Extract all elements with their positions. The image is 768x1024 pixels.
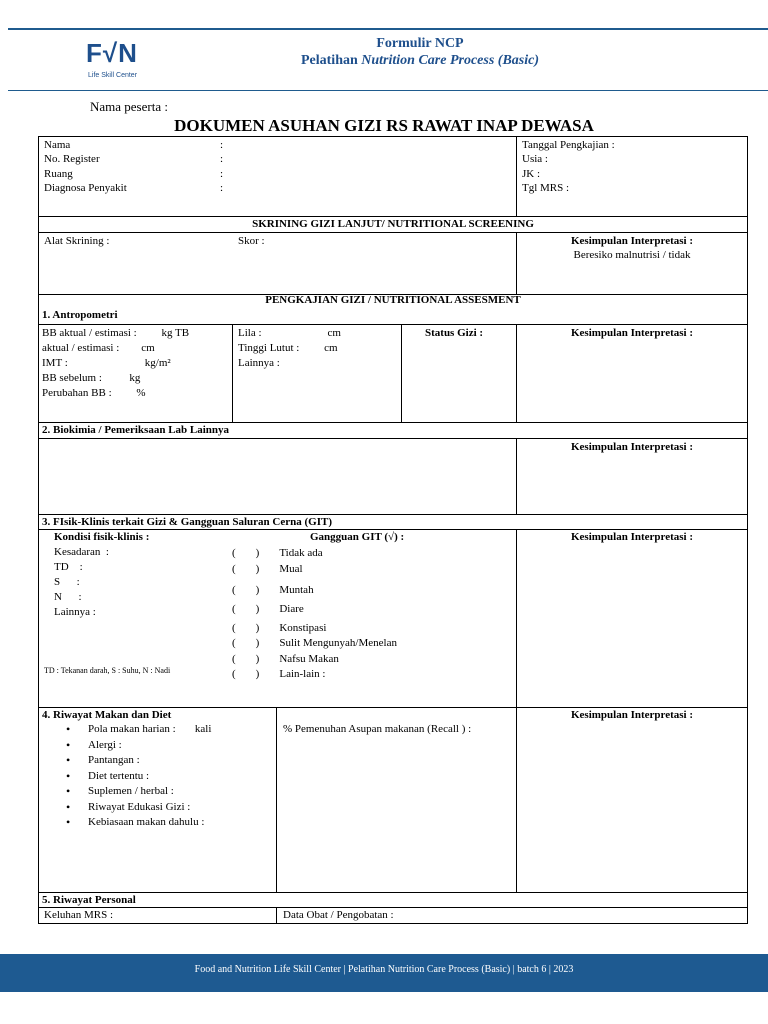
list-item: • Alergi : — [88, 738, 211, 754]
kondisi-item: N : — [54, 591, 82, 603]
git-row-diare: ( ) Diare — [232, 603, 304, 615]
field-tgl-mrs: Tgl MRS : — [522, 182, 570, 194]
data-obat-label: Data Obat / Pengobatan : — [283, 909, 394, 921]
list-item: • Pola makan harian : kali — [88, 722, 211, 738]
colon: : — [220, 182, 224, 194]
field-ruang: Ruang — [44, 168, 73, 180]
antropometri-mid-line: Tinggi Lutut : cm — [238, 342, 338, 354]
status-gizi-label: Status Gizi : — [425, 327, 484, 339]
field-diagnosa: Diagnosa Penyakit — [44, 182, 127, 194]
git-row-sulit-mengunyah: ( ) Sulit Mengunyah/Menelan — [232, 637, 397, 649]
kondisi-item: S : — [54, 576, 80, 588]
participant-name-label: Nama peserta : — [90, 99, 168, 114]
fisik-conclusion-label: Kesimpulan Interpretasi : — [570, 531, 694, 543]
git-row-nafsu-makan: ( ) Nafsu Makan — [232, 653, 339, 665]
field-no-register: No. Register — [44, 153, 100, 165]
antropometri-line: BB sebelum : kg — [42, 372, 141, 384]
kondisi-item: Lainnya : — [54, 606, 96, 618]
screening-heading: SKRINING GIZI LANJUT/ NUTRITIONAL SCREENING — [252, 218, 534, 230]
header-bottom-line — [8, 90, 768, 91]
malnutrition-risk-text: Beresiko malnutrisi / tidak — [573, 249, 691, 261]
antropometri-line: BB aktual / estimasi : kg TB — [42, 327, 190, 339]
gangguan-title: Gangguan GIT (√) : — [310, 531, 405, 543]
list-item: • Suplemen / herbal : — [88, 784, 211, 800]
antropometri-line: Perubahan BB : % — [42, 387, 146, 399]
git-row-konstipasi: ( ) Konstipasi — [232, 622, 327, 634]
fisik-title: 3. FIsik-Klinis terkait Gizi & Gangguan Saluran Cerna (GIT) — [42, 516, 332, 528]
training-name: Pelatihan Nutrition Care Process (Basic) — [300, 53, 539, 68]
assessment-heading: PENGKAJIAN GIZI / NUTRITIONAL ASSESMENT — [265, 294, 521, 306]
form-name: Formulir NCP — [376, 36, 464, 51]
list-item: • Kebiasaan makan dahulu : — [88, 815, 211, 831]
recall-label: % Pemenuhan Asupan makanan (Recall ) : — [283, 723, 472, 735]
git-row-tidak-ada: ( ) Tidak ada — [232, 547, 323, 559]
screening-conclusion-label: Kesimpulan Interpretasi : — [570, 235, 694, 247]
header-top-line — [8, 28, 768, 30]
kondisi-item: Kesadaran : — [54, 546, 109, 558]
list-item: • Pantangan : — [88, 753, 211, 769]
list-item: • Riwayat Edukasi Gizi : — [88, 800, 211, 816]
biokimia-title: 2. Biokimia / Pemeriksaan Lab Lainnya — [42, 424, 230, 436]
skor-label: Skor : — [238, 235, 265, 247]
field-tanggal-pengkajian: Tanggal Pengkajian : — [522, 139, 615, 151]
riwayat-makan-title: 4. Riwayat Makan dan Diet — [42, 709, 172, 721]
antropometri-line: aktual / estimasi : cm — [42, 342, 155, 354]
antropometri-line: IMT : kg/m² — [42, 357, 171, 369]
git-row-muntah: ( ) Muntah — [232, 584, 314, 596]
logo: F√N — [86, 38, 138, 68]
diet-history-list — [88, 722, 211, 831]
footer-text: Food and Nutrition Life Skill Center | Pelatihan Nutrition Care Process (Basic) | batch 6 | 2023 — [194, 964, 574, 975]
document-title: DOKUMEN ASUHAN GIZI RS RAWAT INAP DEWASA — [174, 116, 594, 135]
biokimia-conclusion-label: Kesimpulan Interpretasi : — [570, 441, 694, 453]
colon: : — [220, 139, 224, 151]
list-item: • Diet tertentu : — [88, 769, 211, 785]
kondisi-title: Kondisi fisik-klinis : — [54, 531, 150, 543]
colon: : — [220, 153, 224, 165]
git-row-mual: ( ) Mual — [232, 563, 303, 575]
antropometri-conclusion-label: Kesimpulan Interpretasi : — [570, 327, 694, 339]
alat-skrining-label: Alat Skrining : — [44, 235, 110, 247]
field-nama: Nama — [44, 139, 71, 151]
antropometri-mid-line: Lila : cm — [238, 327, 341, 339]
kondisi-item: TD : — [54, 561, 83, 573]
logo-subtext: Life Skill Center — [88, 72, 138, 79]
colon: : — [220, 168, 224, 180]
git-row-lain-lain: ( ) Lain-lain : — [232, 668, 326, 680]
riwayat-personal-title: 5. Riwayat Personal — [42, 894, 136, 906]
vitals-footnote: TD : Tekanan darah, S : Suhu, N : Nadi — [44, 666, 171, 675]
field-jk: JK : — [522, 168, 541, 180]
antropometri-mid-line: Lainnya : — [238, 357, 280, 369]
riwayat-makan-conclusion-label: Kesimpulan Interpretasi : — [570, 709, 694, 721]
keluhan-mrs-label: Keluhan MRS : — [44, 909, 114, 921]
field-usia: Usia : — [522, 153, 548, 165]
antropometri-title: 1. Antropometri — [42, 309, 118, 321]
